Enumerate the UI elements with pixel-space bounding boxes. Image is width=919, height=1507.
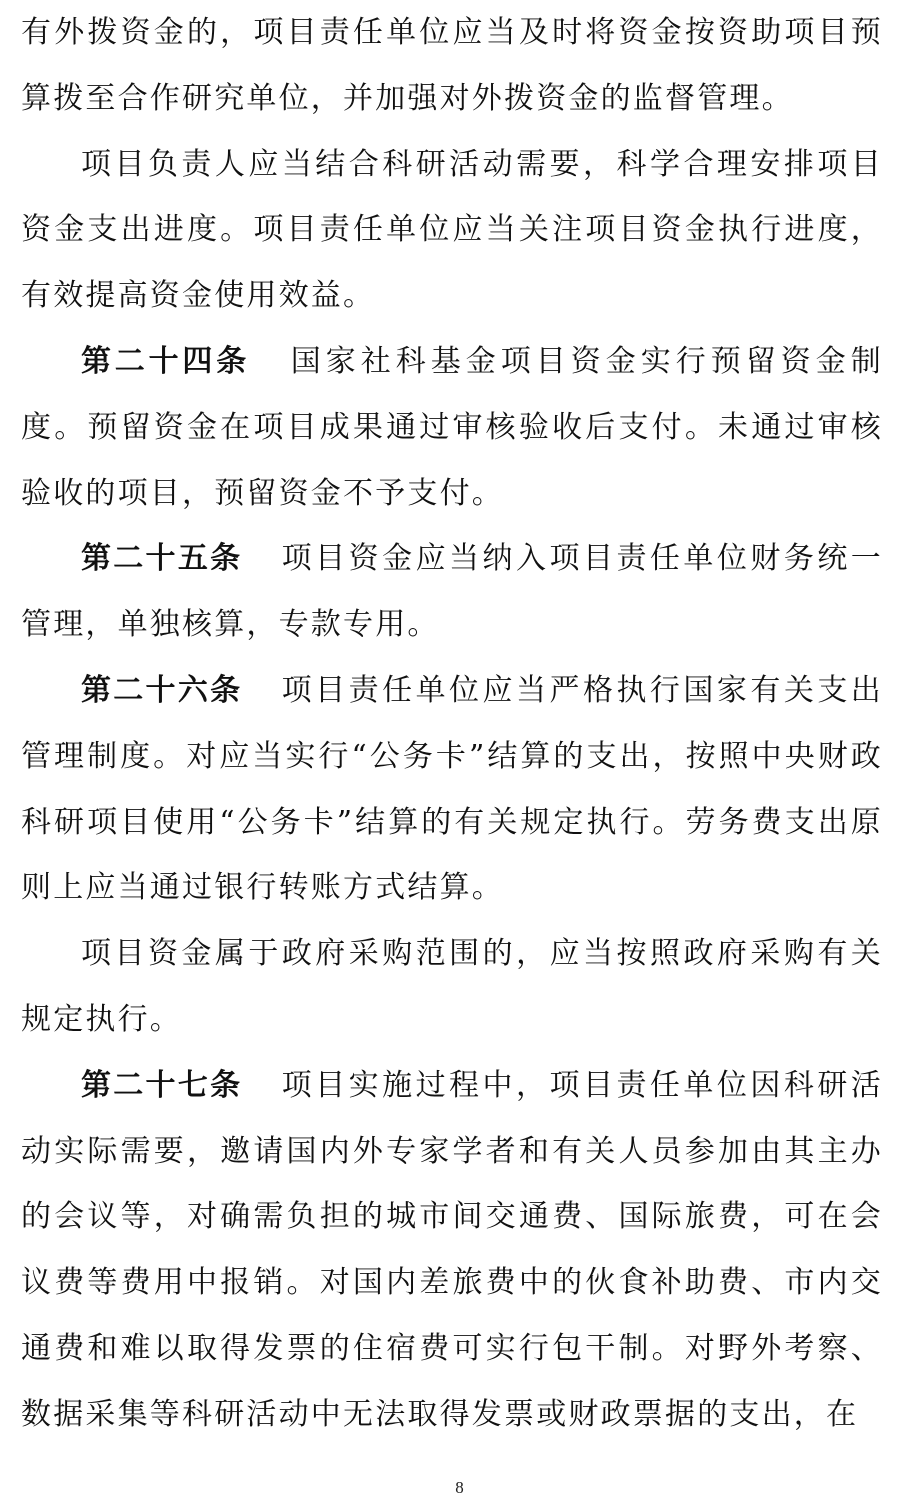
paragraph-text: 有外拨资金的，项目责任单位应当及时将资金按资助项目预算拨至合作研究单位，并加强对外拨资金的监督管理。 <box>21 15 883 116</box>
paragraph-text: 项目负责人应当结合科研活动需要，科学合理安排项目资金支出进度。项目责任单位应当关注项目资金执行进度，有效提高资金使用效益。 <box>21 146 883 314</box>
article-paragraph <box>21 329 883 526</box>
paragraph <box>21 921 883 1053</box>
article-paragraph <box>21 658 883 921</box>
document-body <box>21 0 883 1448</box>
paragraph <box>21 0 883 132</box>
article-heading: 第二十五条 <box>81 541 243 577</box>
paragraph <box>21 132 883 329</box>
paragraph-text: 项目资金属于政府采购范围的，应当按照政府采购有关规定执行。 <box>21 936 883 1037</box>
paragraph-text: 国家社科基金项目资金实行预留资金制度。预留资金在项目成果通过审核验收后支付。未通过审核验收的项目，预留资金不予支付。 <box>21 343 883 511</box>
paragraph-text: 项目责任单位应当严格执行国家有关支出管理制度。对应当实行“公务卡”结算的支出，按照中央财政科研项目使用“公务卡”结算的有关规定执行。劳务费支出原则上应当通过银行转账方式结算。 <box>21 672 883 906</box>
article-heading: 第二十六条 <box>81 672 243 708</box>
article-heading: 第二十七条 <box>81 1067 243 1103</box>
article-heading: 第二十四条 <box>81 343 250 379</box>
article-paragraph <box>21 526 883 658</box>
article-paragraph <box>21 1053 883 1448</box>
page-number: 8 <box>455 1478 464 1497</box>
paragraph-text: 项目实施过程中，项目责任单位因科研活动实际需要，邀请国内外专家学者和有关人员参加由其主办的会议等，对确需负担的城市间交通费、国际旅费，可在会议费等费用中报销。对国内差旅费中的伙食补助费、市内交通费和难以取得发票的住宿费可实行包干制。对野外考察、数据采集等科研活动中无法取得发票或财政票据的支出，在 <box>21 1067 883 1432</box>
paragraph-text: 项目资金应当纳入项目责任单位财务统一管理，单独核算，专款专用。 <box>21 541 883 643</box>
